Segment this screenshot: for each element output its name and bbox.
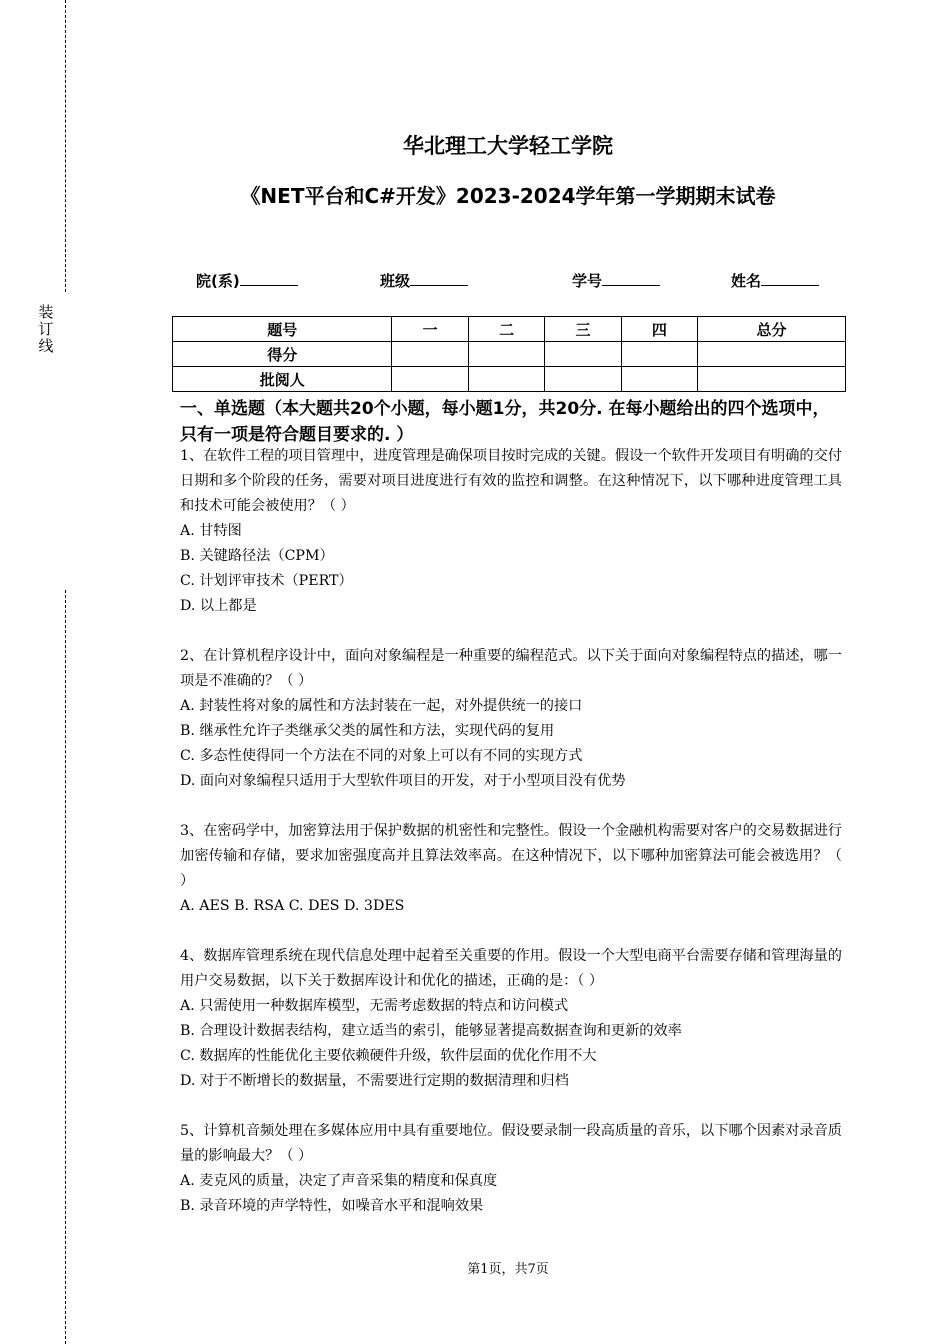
- question-3: [180, 819, 842, 919]
- question-option: A. 封装性将对象的属性和方法封装在一起，对外提供统一的接口: [180, 698, 583, 714]
- score-table-header: 三: [545, 317, 621, 342]
- question-option: A. AES B. RSA C. DES D. 3DES: [180, 898, 405, 914]
- page-footer: 第1页，共7页: [467, 1262, 549, 1277]
- question-option: B. 继承性允许子类继承父类的属性和方法，实现代码的复用: [180, 723, 555, 739]
- school-title: 华北理工大学轻工学院: [403, 134, 613, 158]
- student-id-field: [572, 270, 660, 291]
- question-stem: 1、在软件工程的项目管理中，进度管理是确保项目按时完成的关键。假设一个软件开发项目有明确的交付日期和多个阶段的任务，需要对项目进度进行有效的监控和调整。在这种情况下，以下哪种进度管理工具和技术可能会被使用？（ ）: [180, 448, 842, 514]
- reviewer-row: [173, 367, 846, 392]
- reviewer-cell: [621, 367, 697, 392]
- question-option: D. 面向对象编程只适用于大型软件项目的开发，对于小型项目没有优势: [180, 773, 626, 789]
- score-table-header: 总分: [698, 317, 846, 342]
- question-stem: 3、在密码学中，加密算法用于保护数据的机密性和完整性。假设一个金融机构需要对客户的交易数据进行加密传输和存储，要求加密强度高并且算法效率高。在这种情况下，以下哪种加密算法可能会被选用？（ ）: [180, 823, 842, 889]
- question-1: [180, 444, 842, 619]
- class-label: 班级: [380, 272, 411, 290]
- question-stem: 5、计算机音频处理在多媒体应用中具有重要地位。假设要录制一段高质量的音乐，以下哪个因素对录音质量的影响最大？（ ）: [180, 1123, 842, 1164]
- score-cell: [392, 342, 468, 367]
- reviewer-row-label: 批阅人: [173, 367, 392, 392]
- question-option: D. 以上都是: [180, 598, 257, 614]
- name-field: [731, 270, 819, 291]
- score-table: [172, 316, 846, 392]
- question-option: B. 合理设计数据表结构，建立适当的索引，能够显著提高数据查询和更新的效率: [180, 1023, 682, 1039]
- reviewer-cell: [392, 367, 468, 392]
- name-label: 姓名: [731, 272, 762, 290]
- binding-dashed-line: [65, 590, 66, 1344]
- score-cell: [545, 342, 621, 367]
- question-option: C. 计划评审技术（PERT）: [180, 573, 353, 589]
- binding-label: 装订线: [38, 303, 54, 355]
- question-5: [180, 1119, 842, 1219]
- name-blank: [761, 271, 819, 286]
- score-row: [173, 342, 846, 367]
- score-table-header: 二: [468, 317, 544, 342]
- score-cell: [621, 342, 697, 367]
- class-blank: [410, 271, 468, 286]
- score-table-header: 题号: [173, 317, 392, 342]
- score-cell: [698, 342, 846, 367]
- student-id-label: 学号: [572, 272, 603, 290]
- score-table-header: 四: [621, 317, 697, 342]
- score-table-header-row: [173, 317, 846, 342]
- question-option: C. 数据库的性能优化主要依赖硬件升级，软件层面的优化作用不大: [180, 1048, 597, 1064]
- question-stem: 4、数据库管理系统在现代信息处理中起着至关重要的作用。假设一个大型电商平台需要存储和管理海量的用户交易数据，以下关于数据库设计和优化的描述，正确的是：（ ）: [180, 948, 842, 989]
- exam-title: 《NET平台和C#开发》2023-2024学年第一学期期末试卷: [240, 184, 776, 208]
- question-option: D. 对于不断增长的数据量，不需要进行定期的数据清理和归档: [180, 1073, 569, 1089]
- question-option: A. 只需使用一种数据库模型，无需考虑数据的特点和访问模式: [180, 998, 569, 1014]
- reviewer-cell: [698, 367, 846, 392]
- question-option: A. 麦克风的质量，决定了声音采集的精度和保真度: [180, 1173, 498, 1189]
- score-table-header: 一: [392, 317, 468, 342]
- question-option: B. 关键路径法（CPM）: [180, 548, 334, 564]
- score-row-label: 得分: [173, 342, 392, 367]
- question-stem: 2、在计算机程序设计中，面向对象编程是一种重要的编程范式。以下关于面向对象编程特点的描述，哪一项是不准确的？（ ）: [180, 648, 842, 689]
- score-cell: [468, 342, 544, 367]
- section-heading: 一、单选题（本大题共20个小题，每小题1分，共20分. 在每小题给出的四个选项中，只有一项是符合题目要求的. ）: [180, 399, 830, 445]
- question-list: [180, 444, 842, 1219]
- class-field: [380, 270, 468, 291]
- question-option: B. 录音环境的声学特性，如噪音水平和混响效果: [180, 1198, 484, 1214]
- department-label: 院(系): [196, 272, 240, 290]
- student-id-blank: [602, 271, 660, 286]
- department-field: [196, 270, 298, 291]
- question-4: [180, 944, 842, 1094]
- reviewer-cell: [545, 367, 621, 392]
- question-2: [180, 644, 842, 794]
- reviewer-cell: [468, 367, 544, 392]
- question-option: A. 甘特图: [180, 523, 242, 539]
- department-blank: [240, 271, 298, 286]
- question-option: C. 多态性使得同一个方法在不同的对象上可以有不同的实现方式: [180, 748, 583, 764]
